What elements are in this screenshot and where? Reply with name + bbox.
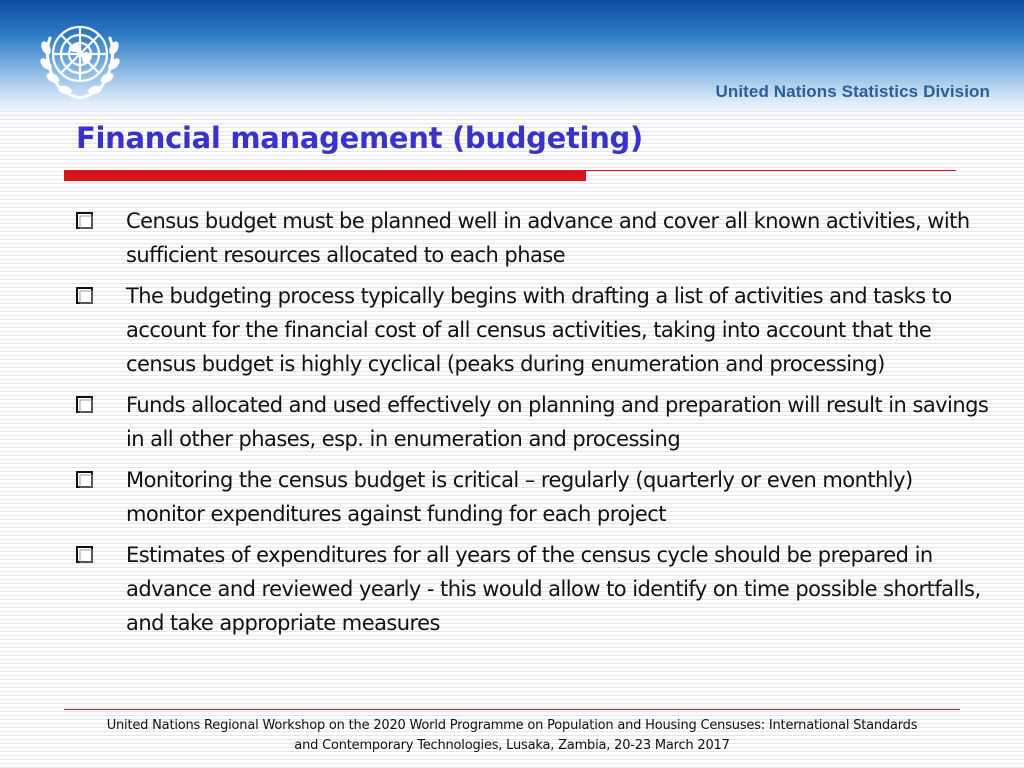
bullet-item [74,388,994,456]
bullet-item [74,279,994,381]
hollow-square-bullet-icon [76,287,93,304]
bullet-text: Funds allocated and used effectively on planning and preparation will result in savings in all other phases, esp. in enumeration and processing [126,393,989,451]
bullet-list [74,204,994,647]
un-emblem-icon [28,8,132,108]
bullet-text: Estimates of expenditures for all years of the census cycle should be prepared in advance and reviewed yearly - this would allow to identify on time possible shortfalls, and take appropriate measures [126,543,981,635]
organization-name: United Nations Statistics Division [715,82,990,101]
bullet-text: The budgeting process typically begins with drafting a list of activities and tasks to account for the financial cost of all census activities, taking into account that the census budget is highly cyclical (peaks during enumeration and processing) [126,284,952,376]
footer-divider [64,709,960,710]
hollow-square-bullet-icon [76,396,93,413]
bullet-item [74,204,994,272]
slide-title: Financial management (budgeting) [76,121,643,155]
header-banner [0,0,1024,118]
footer-line-1: United Nations Regional Workshop on the 2020 World Programme on Population and Housing Censuses: International Standards [106,718,918,733]
title-underline-thick [64,170,586,181]
footer [0,716,1024,756]
hollow-square-bullet-icon [76,212,93,229]
bullet-item [74,538,994,640]
bullet-item [74,463,994,531]
title-underline-thin [586,170,956,171]
bullet-text: Census budget must be planned well in advance and cover all known activities, with sufficient resources allocated to each phase [126,209,970,267]
bullet-text: Monitoring the census budget is critical – regularly (quarterly or even monthly) monitor expenditures against funding for each project [126,468,913,526]
footer-line-2: and Contemporary Technologies, Lusaka, Zambia, 20-23 March 2017 [294,738,730,753]
hollow-square-bullet-icon [76,546,93,563]
hollow-square-bullet-icon [76,471,93,488]
